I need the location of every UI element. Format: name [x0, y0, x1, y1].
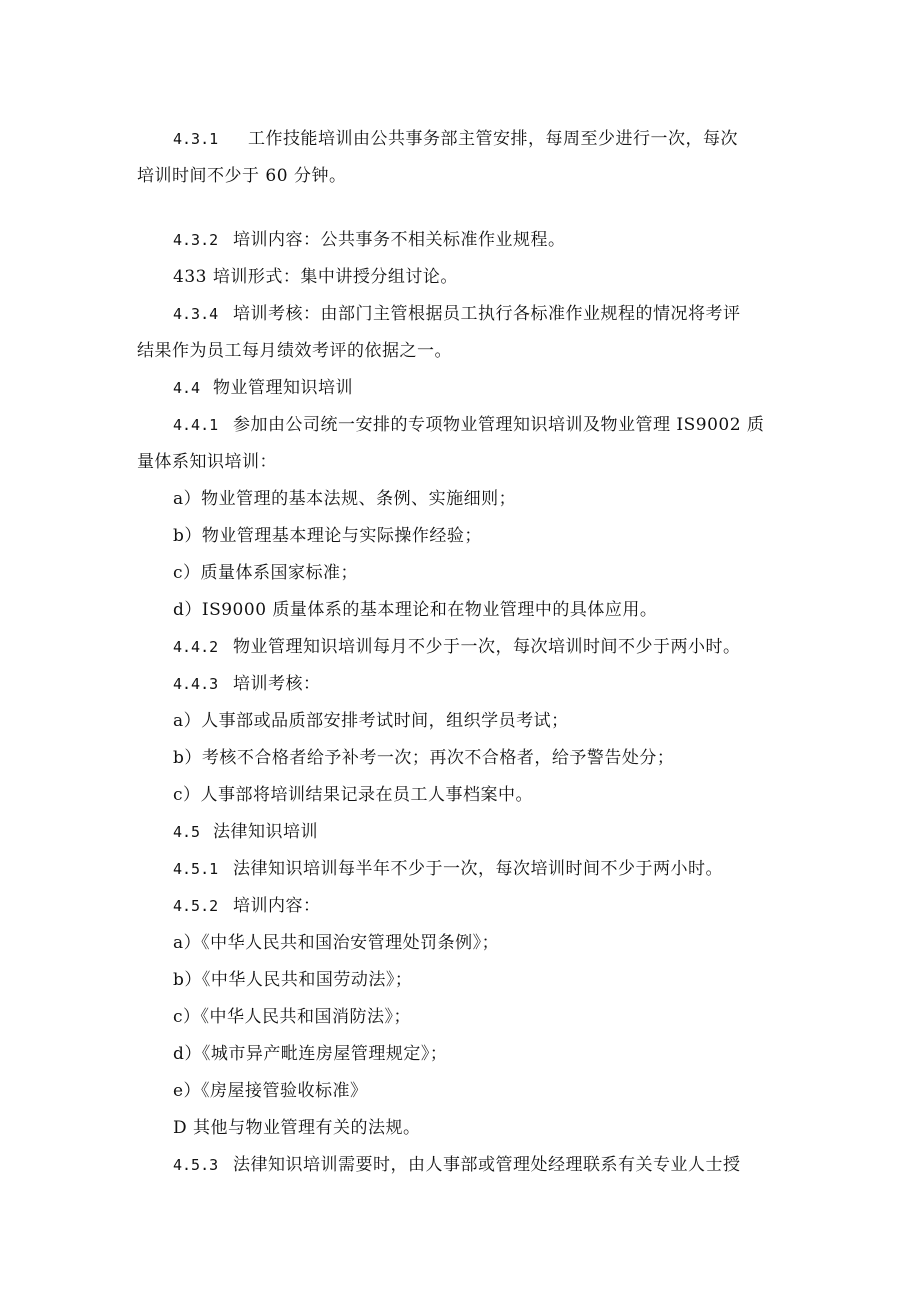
section-number: 4.5.1	[173, 860, 219, 878]
list-item: a）《中华人民共和国治安管理处罚条例》；	[173, 933, 500, 953]
paragraph-continuation: 量体系知识培训：	[137, 452, 277, 472]
paragraph-4-5-2	[173, 894, 321, 918]
paragraph-text: 培训考核：	[233, 674, 321, 694]
section-number: 4.3.1	[173, 130, 219, 148]
list-item: a）物业管理的基本法规、条例、实施细则；	[173, 489, 517, 509]
paragraph-4-3-2	[173, 228, 566, 252]
list-item: d）IS9000 质量体系的基本理论和在物业管理中的具体应用。	[173, 600, 658, 620]
paragraph-text: 培训考核：由部门主管根据员工执行各标准作业规程的情况将考评	[233, 304, 741, 324]
paragraph-4-3-1	[173, 127, 738, 151]
section-number: 4.4.2	[173, 638, 219, 656]
section-number: 4.5	[173, 823, 201, 841]
list-item: b）《中华人民共和国劳动法》；	[173, 970, 413, 990]
section-number: 4.5.2	[173, 897, 219, 915]
section-number: 4.4	[173, 379, 201, 397]
paragraph-continuation: 结果作为员工每月绩效考评的依据之一。	[137, 341, 452, 361]
paragraph-continuation: 培训时间不少于 60 分钟。	[137, 166, 347, 186]
paragraph-text: 法律知识培训每半年不少于一次，每次培训时间不少于两小时。	[233, 859, 723, 879]
list-item: e）《房屋接管验收标准》	[173, 1081, 368, 1101]
paragraph-4-5-3	[173, 1153, 741, 1177]
section-number: 4.4.1	[173, 416, 219, 434]
list-item: D 其他与物业管理有关的法规。	[173, 1118, 421, 1138]
list-item: c）质量体系国家标准；	[173, 563, 359, 583]
section-title: 法律知识培训	[213, 822, 318, 842]
list-item: c）《中华人民共和国消防法》；	[173, 1007, 412, 1027]
paragraph-text: 培训内容：公共事务不相关标准作业规程。	[233, 230, 566, 250]
section-heading-4-4	[173, 376, 353, 400]
paragraph-4-3-4	[173, 302, 741, 326]
section-number: 4.3.2	[173, 231, 219, 249]
list-item: d）《城市异产毗连房屋管理规定》；	[173, 1044, 448, 1064]
section-number: 4.5.3	[173, 1156, 219, 1174]
section-heading-4-5	[173, 820, 318, 844]
list-item: b）考核不合格者给予补考一次；再次不合格者，给予警告处分；	[173, 748, 675, 768]
list-item: b）物业管理基本理论与实际操作经验；	[173, 526, 482, 546]
paragraph-4-4-3	[173, 672, 321, 696]
paragraph-text: 培训内容：	[233, 896, 321, 916]
paragraph-text: 参加由公司统一安排的专项物业管理知识培训及物业管理 IS9002 质	[233, 415, 765, 435]
section-number: 4.3.4	[173, 305, 219, 323]
list-item: a）人事部或品质部安排考试时间，组织学员考试；	[173, 711, 569, 731]
list-item: c）人事部将培训结果记录在员工人事档案中。	[173, 785, 534, 805]
paragraph-text: 法律知识培训需要时，由人事部或管理处经理联系有关专业人士授	[233, 1155, 741, 1175]
section-title: 物业管理知识培训	[213, 378, 353, 398]
section-number: 4.4.3	[173, 675, 219, 693]
paragraph-4-5-1	[173, 857, 723, 881]
paragraph-4-4-2	[173, 635, 741, 659]
paragraph-text: 工作技能培训由公共事务部主管安排，每周至少进行一次，每次	[248, 129, 738, 149]
paragraph-text: 物业管理知识培训每月不少于一次，每次培训时间不少于两小时。	[233, 637, 741, 657]
paragraph-4-4-1	[173, 413, 764, 437]
paragraph-4-3-3: 433 培训形式：集中讲授分组讨论。	[173, 267, 458, 287]
